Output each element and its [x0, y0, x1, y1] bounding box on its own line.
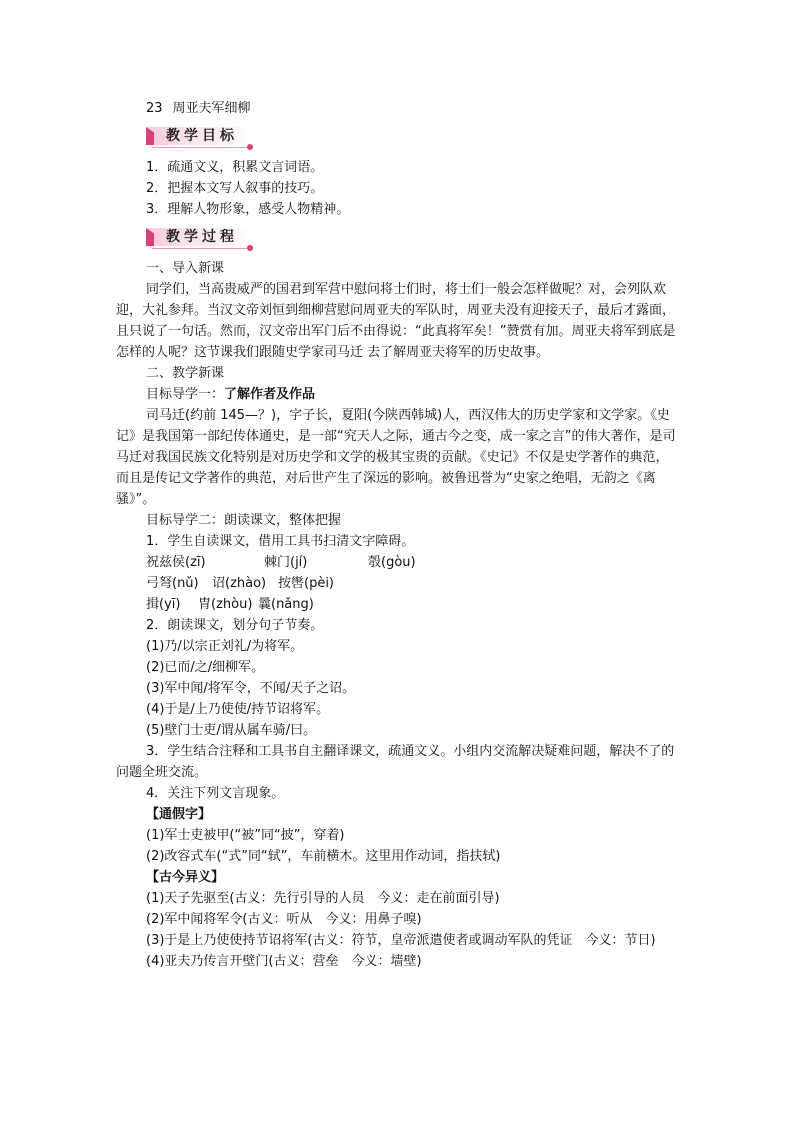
step-text: 4．关注下列文言现象。 [146, 786, 285, 801]
step-text: 2．朗读课文，划分句子节奏。 [146, 618, 324, 633]
process-heading-text: 教学过程 [166, 229, 238, 245]
gujin-item: (3)于是上乃使使持节诏将军(古义：符节，皇帝派遣使者或调动军队的凭证 今义：节日) [146, 933, 656, 948]
rhythm-item: (2)已而/之/细柳军。 [146, 660, 265, 675]
gujin-item: (2)军中闻将军令(古义：听从 今义：用鼻子嗅) [146, 912, 422, 927]
objective-item: 2．把握本文写人叙事的技巧。 [146, 181, 324, 196]
step-text: 3．学生结合注释和工具书自主翻译课文，疏通文义。小组内交流解决疑难问题，解决不了的问题全班交流。 [116, 744, 675, 780]
objectives-heading [146, 125, 676, 149]
intro-paragraph: 同学们，当高贵威严的国君到军营中慰问将士们时，将士们一般会怎样做呢？对，会列队欢迎，大礼参拜。当汉文帝刘恒到细柳营慰问周亚夫的军队时，周亚夫没有迎接天子，最后才露面，且只说了一句话。然而，汉文帝出军门后不由得说：“此真将军矣！”赞赏有加。周亚夫将军到底是怎样的人呢？这节课我们跟随史学家司马迁 去了解周亚夫将军的历史故事。 [116, 282, 676, 360]
heading-underline [152, 248, 250, 249]
rhythm-item: (1)乃/以宗正刘礼/为将军。 [146, 639, 304, 654]
tongjia-item: (1)军士吏被甲(“被”同“披”，穿着) [146, 828, 345, 843]
pinyin-item: 按辔(pèi) [278, 576, 335, 591]
pinyin-item: 祝兹侯(zī) [146, 555, 206, 570]
tongjia-heading: 【通假字】 [146, 807, 212, 822]
heading-underline [152, 147, 250, 148]
heading-dot-icon [247, 144, 253, 150]
gujin-item: (1)天子先驱至(古义：先行引导的人员 今义：走在前面引导) [146, 891, 500, 906]
goal-label: 目标导学一： [146, 387, 225, 402]
lesson-title [146, 98, 676, 119]
pinyin-item: 弓弩(nǔ) [146, 576, 199, 591]
section-heading: 二、教学新课 [146, 366, 225, 381]
pinyin-row [116, 552, 676, 573]
lesson-content [116, 98, 676, 972]
rhythm-item: (5)壁门士吏/谓从属车骑/曰。 [146, 723, 317, 738]
lesson-title-text: 周亚夫军细柳 [172, 101, 251, 116]
objective-item: 1．疏通文义，积累文言词语。 [146, 160, 324, 175]
pinyin-item: 诏(zhào) [212, 576, 267, 591]
goal-title: 了解作者及作品 [224, 387, 316, 402]
section-heading: 一、导入新课 [146, 261, 225, 276]
heading-dot-icon [247, 245, 253, 251]
objectives-heading-text: 教学目标 [166, 128, 238, 144]
pinyin-item: 揖(yī) [146, 597, 181, 612]
rhythm-item: (4)于是/上乃使使/持节诏将军。 [146, 702, 330, 717]
pinyin-item: 棘门(jí) [264, 555, 308, 570]
lesson-number: 23 [146, 101, 163, 116]
gujin-heading: 【古今异义】 [146, 870, 225, 885]
pinyin-item: 胄(zhòu) [198, 597, 253, 612]
pinyin-item: 彀(gòu) [368, 555, 416, 570]
pinyin-row [116, 594, 676, 615]
goal-heading [116, 384, 676, 405]
rhythm-item: (3)军中闻/将军令，不闻/天子之诏。 [146, 681, 356, 696]
author-paragraph: 司马迁(约前 145—？)，字子长，夏阳(今陕西韩城)人，西汉伟大的历史学家和文学家。《史记》是我国第一部纪传体通史，是一部“究天人之际，通古今之变，成一家之言”的伟大著作，是司马迁对我国民族文化特别是对历史学和文学的极其宝贵的贡献。《史记》不仅是史学著作的典范，而且是传记文学著作的典范，对后世产生了深远的影响。被鲁迅誉为“史家之绝唱，无韵之《离骚》”。 [116, 408, 676, 507]
process-heading [146, 226, 676, 250]
objective-item: 3．理解人物形象，感受人物精神。 [146, 202, 350, 217]
tongjia-item: (2)改容式车(“式”同“轼”，车前横木。这里用作动词，指扶轼) [146, 849, 501, 864]
goal-heading: 目标导学二：朗读课文，整体把握 [146, 513, 342, 528]
pinyin-row [116, 573, 676, 594]
pinyin-item: 曩(nǎng) [258, 597, 314, 612]
gujin-item: (4)亚夫乃传言开壁门(古义：营垒 今义：墙壁) [146, 954, 422, 969]
step-text: 1．学生自读课文，借用工具书扫清文字障碍。 [146, 534, 415, 549]
